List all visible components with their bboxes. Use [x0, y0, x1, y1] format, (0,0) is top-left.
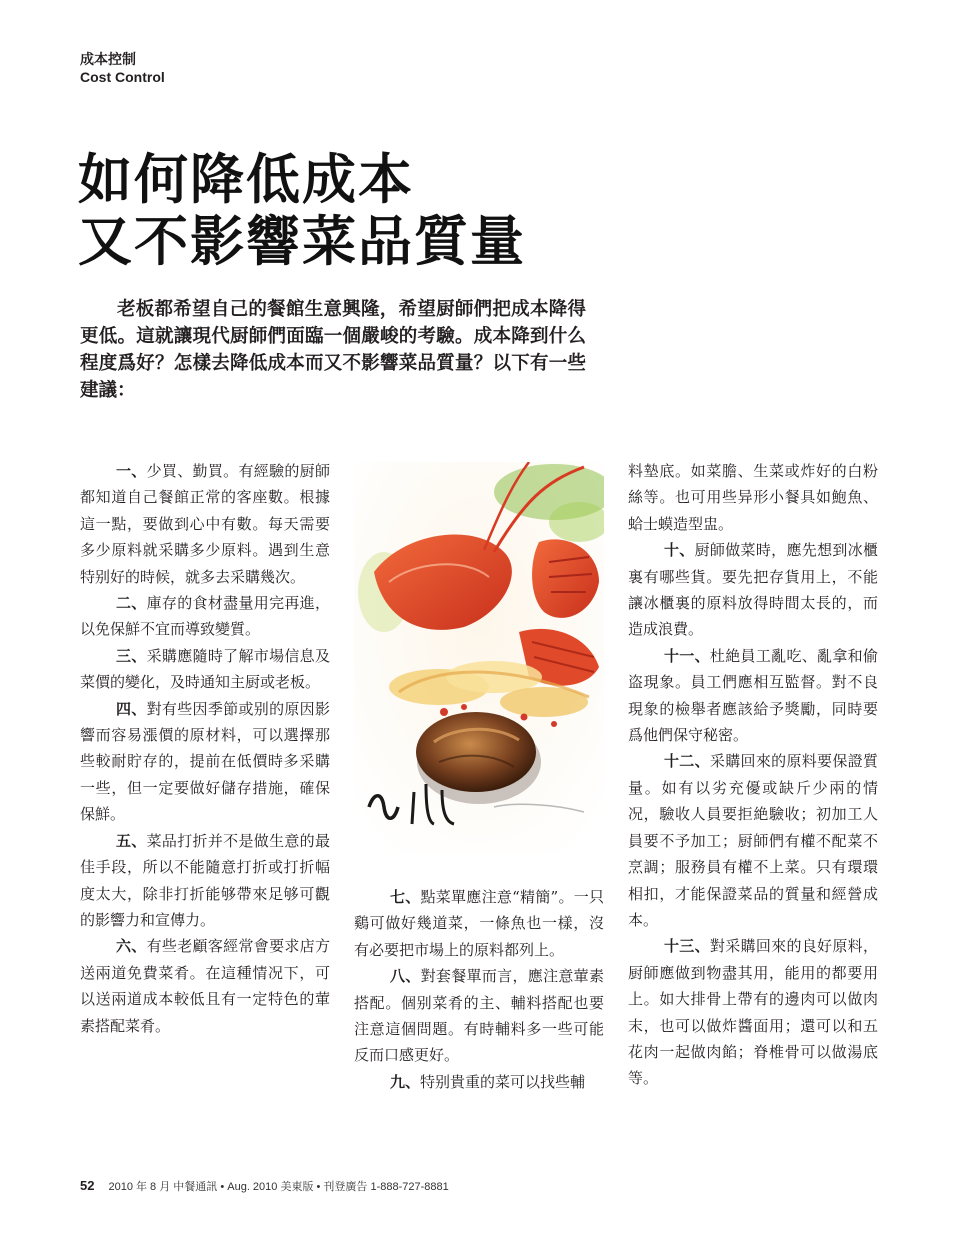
- text-column-3: [628, 458, 878, 1092]
- tip-number: 一、: [116, 462, 147, 480]
- tip-text: 有些老顧客經常會要求店方送兩道免費菜肴。在這種情况下，可以送兩道成本較低且有一定特色的葷素搭配菜肴。: [80, 937, 330, 1035]
- tip-number: 八、: [390, 967, 421, 986]
- article-title: [78, 148, 638, 272]
- tip-text: 菜品打折并不是做生意的最佳手段，所以不能隨意打折或打折幅度太大，除非打折能够帶來足够可觀的影響力和宣傳力。: [80, 831, 330, 929]
- tip-text: 對套餐單而言，應注意葷素搭配。個别菜肴的主、輔料搭配也要注意這個問題。有時輔料多一些可能反而口感更好。: [354, 967, 604, 1065]
- tip-text: 杜絶員工亂吃、亂拿和偷盗現象。員工們應相互監督。對不良現象的檢舉者應該給予獎勵，同時要爲他們保守秘密。: [628, 646, 878, 745]
- tip-9: [354, 1069, 604, 1095]
- tip-number: 十三、: [664, 937, 710, 956]
- tip-7: [354, 884, 604, 963]
- tip-text: 點菜單應注意“精簡”。一只鷄可做好幾道菜，一條魚也一樣，沒有必要把市場上的原料都列上。: [354, 888, 604, 959]
- tip-text: 特别貴重的菜可以找些輔: [420, 1072, 586, 1091]
- tip-text: 少買、勤買。有經驗的厨師都知道自己餐館正常的客座數。根據這一點，要做到心中有數。每天需要多少原料就采購多少原料。遇到生意特别好的時候，就多去采購幾次。: [80, 462, 330, 586]
- intro-paragraph: 老板都希望自己的餐館生意興隆，希望厨師們把成本降得更低。這就讓現代厨師們面臨一個嚴峻的考驗。成本降到什么程度爲好？怎樣去降低成本而又不影響菜品質量？以下有一些建議：: [80, 299, 586, 401]
- section-label: [80, 50, 165, 86]
- lobster-scallop-dish-illustration: [354, 462, 604, 854]
- title-line-2: 又不影響菜品質量: [78, 209, 526, 273]
- page-footer: [80, 1178, 449, 1194]
- tip-number: 十一、: [664, 646, 710, 665]
- tip-number: 十二、: [664, 752, 710, 771]
- tip-number: 五、: [116, 831, 147, 850]
- tip-number: 七、: [390, 888, 421, 906]
- tip-number: 十、: [664, 541, 695, 560]
- tip-number: 三、: [116, 646, 147, 665]
- tip-8: [354, 963, 604, 1069]
- text-column-2: [354, 884, 604, 1095]
- tip-text: 對采購回來的良好原料，厨師應做到物盡其用，能用的都要用上。如大排骨上帶有的邊肉可以做肉末，也可以做炸醬面用；還可以和五花肉一起做肉餡；脊椎骨可以做湯底等。: [628, 937, 878, 1088]
- tip-text: 庫存的食材盡量用完再進，以免保鮮不宜而導致變質。: [80, 594, 330, 639]
- tip-13: [628, 933, 878, 1091]
- tip-11: [628, 643, 878, 749]
- page-number: 52: [80, 1178, 95, 1193]
- tip-text: 厨師做菜時，應先想到冰櫃裏有哪些貨。要先把存貨用上，不能讓冰櫃裏的原料放得時間太長的，而造成浪費。: [628, 541, 878, 639]
- tip-6: [80, 933, 330, 1039]
- tip-1: [80, 458, 330, 590]
- tip-number: 二、: [116, 594, 147, 613]
- tip-3: [80, 643, 330, 696]
- section-label-cn: 成本控制: [80, 51, 136, 67]
- tip-12: [628, 748, 878, 933]
- tip-4: [80, 696, 330, 828]
- tip-text: 采購應隨時了解市場信息及菜價的變化，及時通知主厨或老板。: [80, 646, 330, 692]
- tip-number: 四、: [116, 699, 147, 718]
- text-column-1: [80, 458, 330, 1039]
- footer-publication-info: 2010 年 8 月 中餐通訊 • Aug. 2010 美東版 • 刊登廣告 1-888-727-8881: [108, 1181, 449, 1193]
- tip-text: 對有些因季節或别的原因影響而容易漲價的原材料，可以選擇那些較耐貯存的，提前在低價時多采購一些，但一定要做好儲存措施，確保保鮮。: [80, 699, 330, 824]
- food-photo: [354, 462, 604, 854]
- tip-text: 采購回來的原料要保證質量。如有以劣充優或缺斤少兩的情况，驗收人員要拒絶驗收；初加工人員要不予加工；厨師們有權不配菜不烹調；服務員有權不上菜。只有環環相扣，才能保證菜品的質量和經營成本。: [628, 752, 878, 929]
- tip-2: [80, 590, 330, 643]
- tip-9-continuation: 料墊底。如菜膽、生菜或炸好的白粉絲等。也可用些异形小餐具如鮑魚、蛤士蟆造型盅。: [628, 462, 878, 533]
- tip-number: 六、: [116, 937, 147, 956]
- section-label-en: Cost Control: [80, 69, 165, 85]
- tip-number: 九、: [390, 1072, 421, 1091]
- title-line-1: 如何降低成本: [78, 147, 414, 211]
- tip-5: [80, 828, 330, 934]
- tip-10: [628, 537, 878, 643]
